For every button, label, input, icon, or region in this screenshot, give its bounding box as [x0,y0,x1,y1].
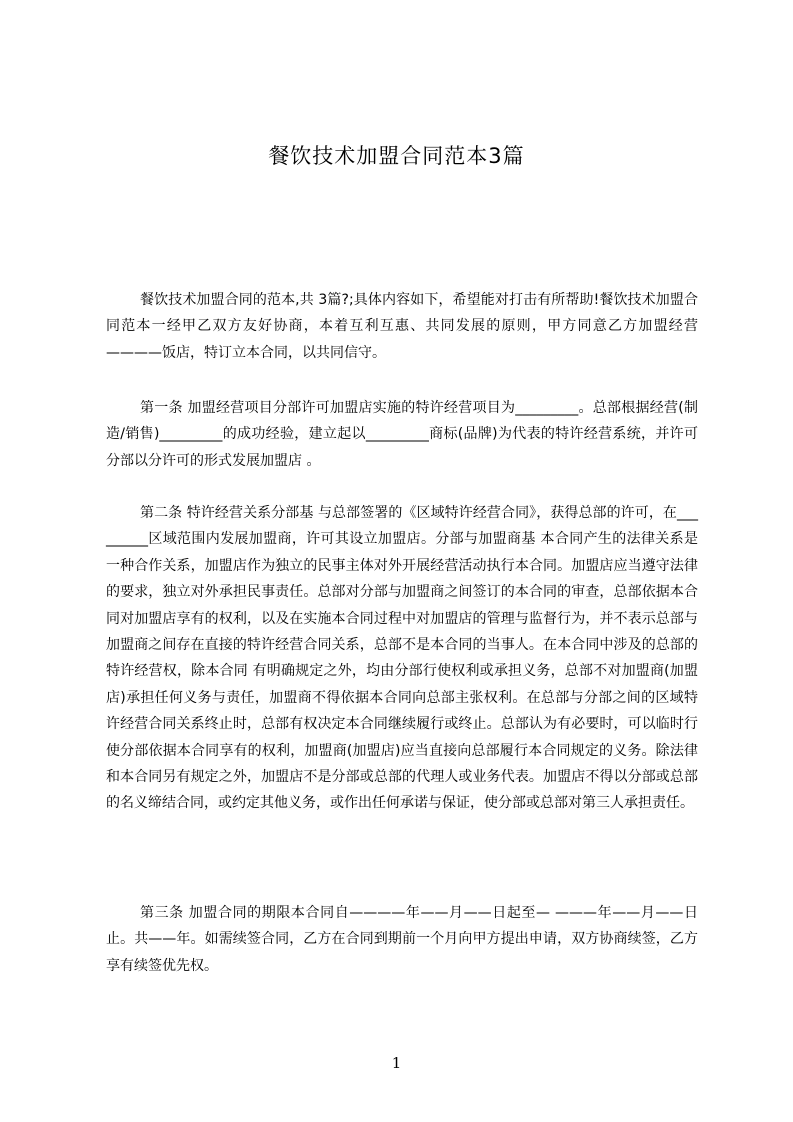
article-two-paragraph: 第二条 特许经营关系分部基 与总部签署的《区域特许经营合同》，获得总部的许可，在_________区域范围内发展加盟商，许可其设立加盟店。分部与加盟商基 本合同产生的法律关系是一种合作关系，加盟店作为独立的民事主体对外开展经营活动执行本合同。加盟店应当遵守法律的要求，独立对外承担民事责任。总部对分部与加盟商之间签订的本合同的审查，总部依据本合同对加盟店享有的权利，以及在实施本合同过程中对加盟店的管理与监督行为，并不表示总部与加盟商之间存在直接的特许经营合同关系，总部不是本合同的当事人。在本合同中涉及的总部的特许经营权，除本合同 有明确规定之外，均由分部行使权利或承担义务，总部不对加盟商(加盟店)承担任何义务与责任，加盟商不得依据本合同向总部主张权利。在总部与分部之间的区域特许经营合同关系终止时，总部有权决定本合同继续履行或终止。总部认为有必要时，可以临时行使分部依据本合同享有的权利，加盟商(加盟店)应当直接向总部履行本合同规定的义务。除法律和本合同另有规定之外，加盟店不是分部或总部的代理人或业务代表。加盟店不得以分部或总部的名义缔结合同，或约定其他义务，或作出任何承诺与保证，使分部或总部对第三人承担责任。 [106,505,698,812]
document-title: 餐饮技术加盟合同范本3篇 [268,144,525,168]
page-number: 1 [391,1054,402,1072]
article-one-paragraph: 第一条 加盟经营项目分部许可加盟店实施的特许经营项目为_________。总部根据经营(制造/销售)_________的成功经验，建立起以_________商标(品牌)为代表的特许经营系统，并许可分部以分许可的形式发展加盟店 。 [106,400,698,469]
article-three-paragraph: 第三条 加盟合同的期限本合同自————年——月——日起至— ———年——月——日止。共——年。如需续签合同，乙方在合同到期前一个月向甲方提出申请，双方协商续签，乙方享有续签优先权。 [106,905,698,974]
intro-paragraph: 餐饮技术加盟合同的范本,共 3篇?;具体内容如下，希望能对打击有所帮助!餐饮技术加盟合同范本一经甲乙双方友好协商，本着互利互惠、共同发展的原则，甲方同意乙方加盟经营————饭店，特订立本合同，以共同信守。 [106,292,698,361]
